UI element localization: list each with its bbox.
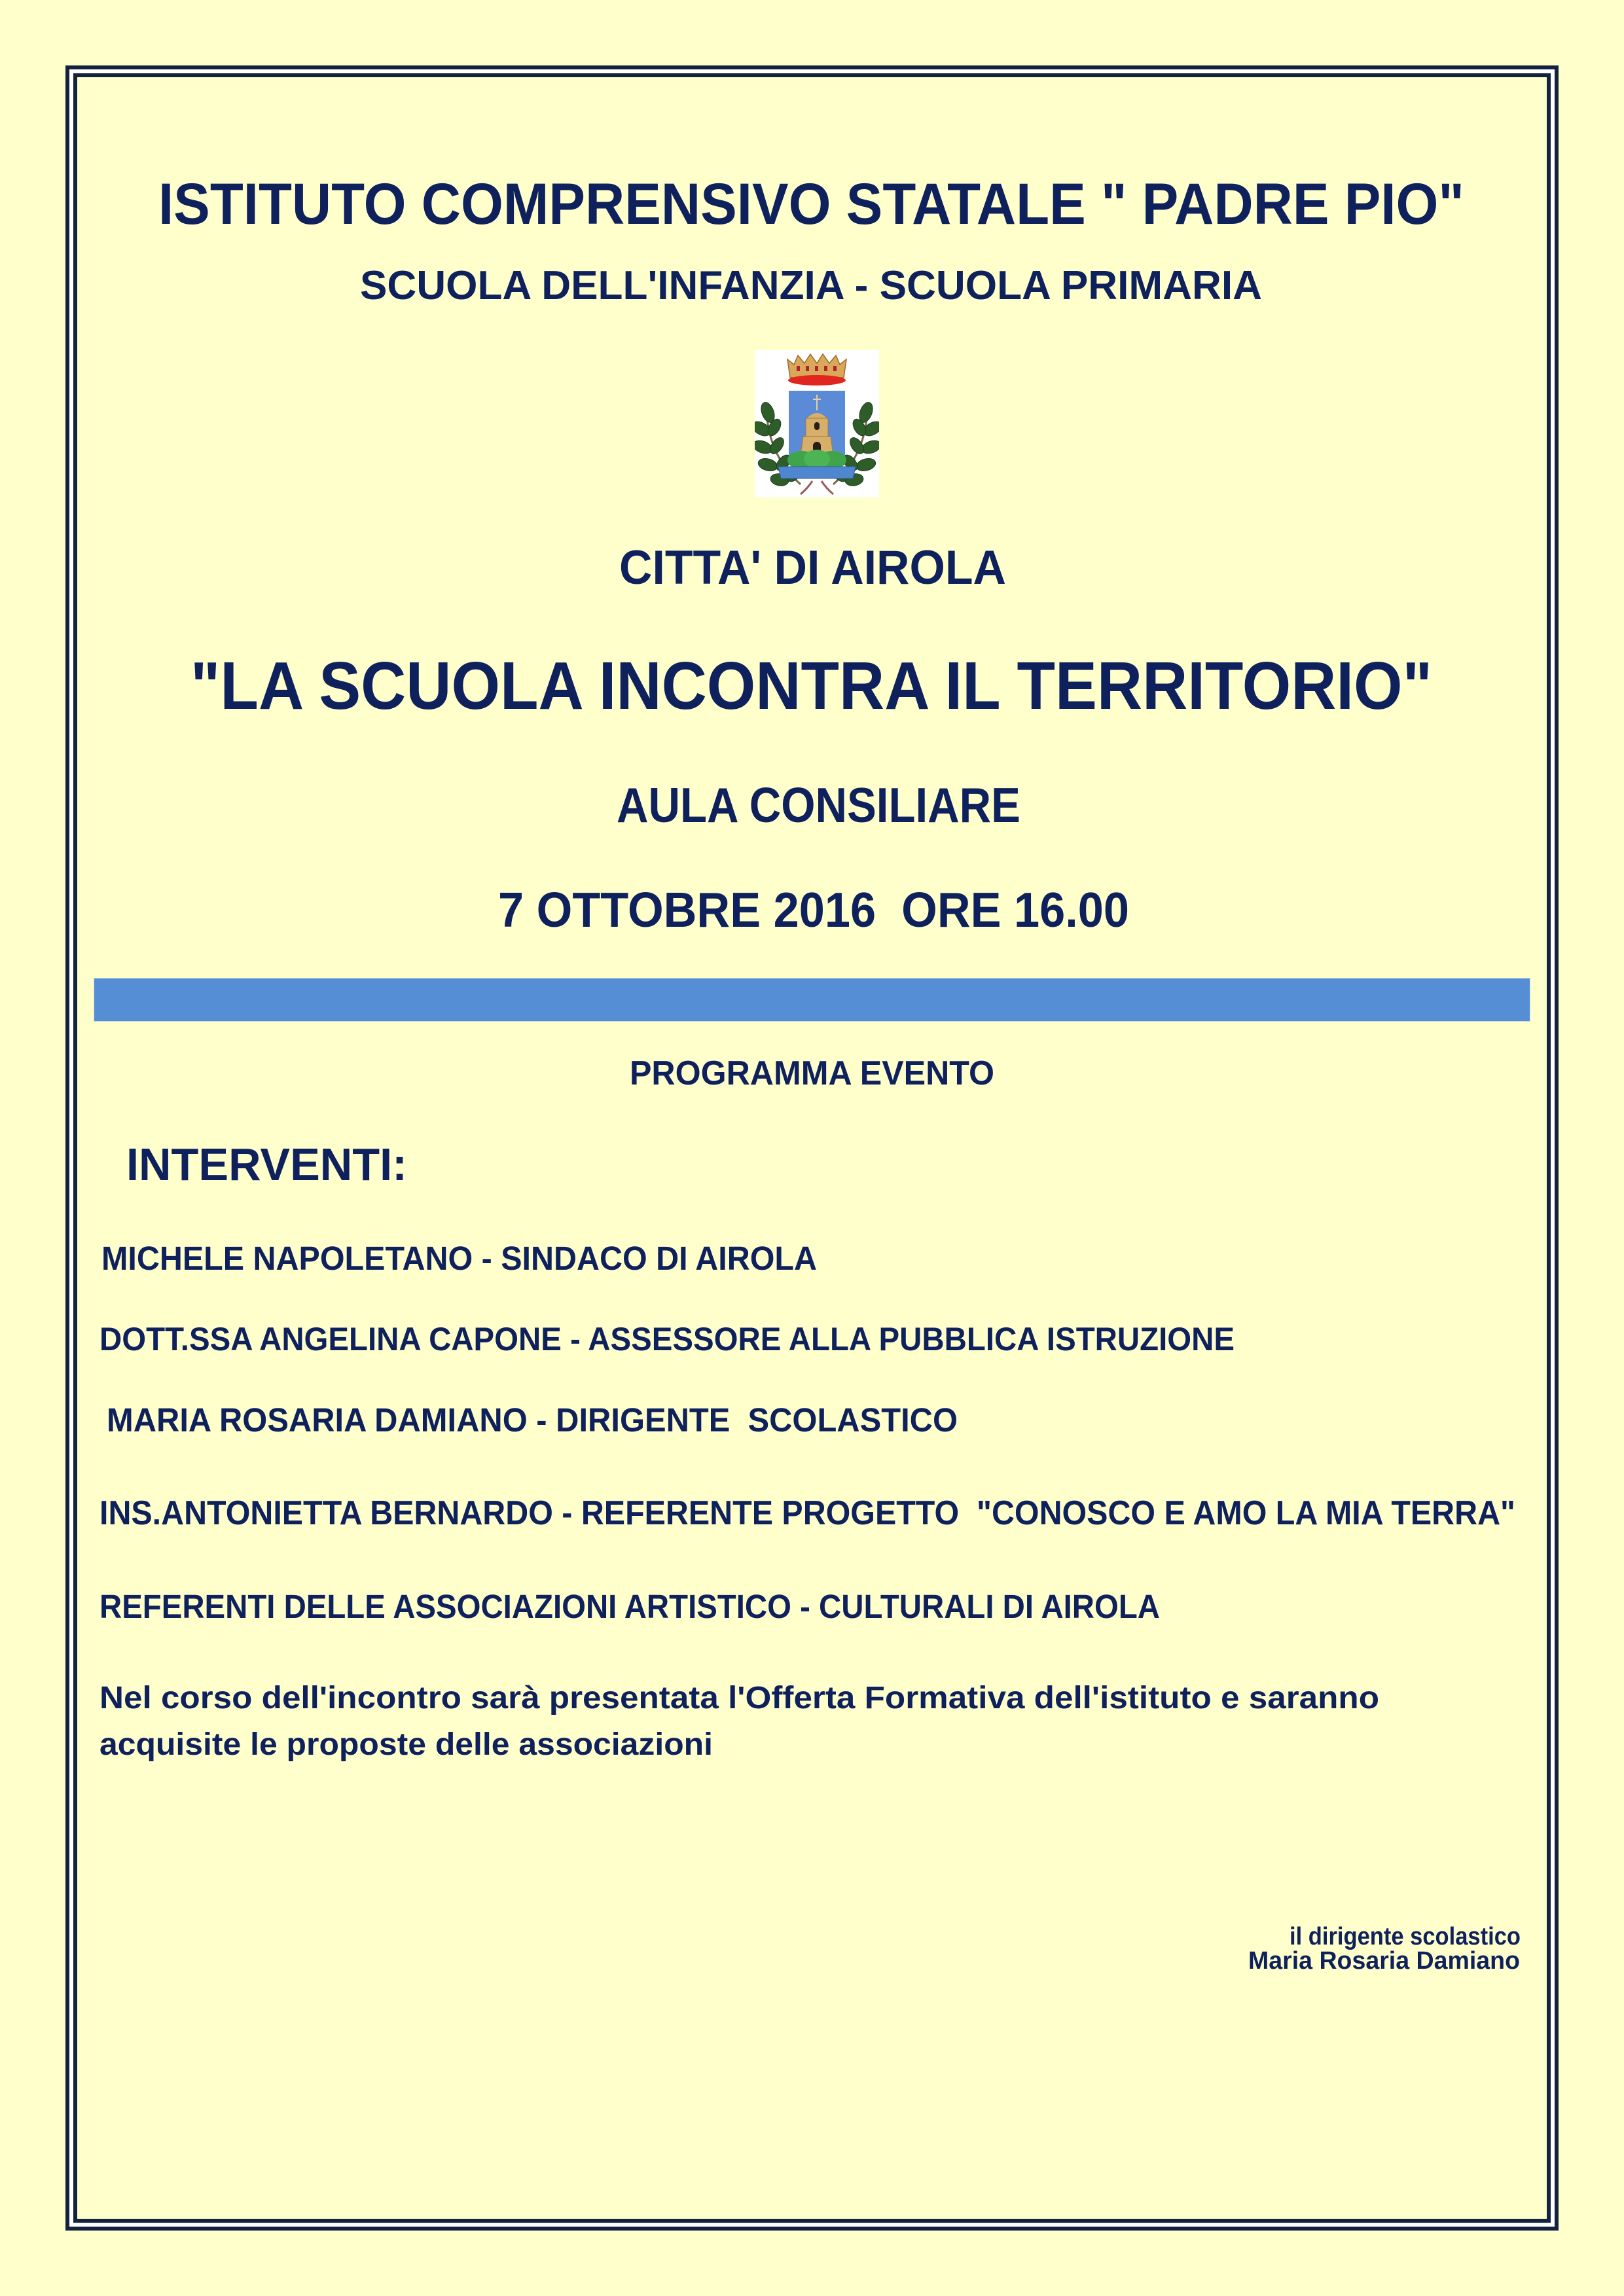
institute-title: ISTITUTO COMPRENSIVO STATALE " PADRE PIO": [158, 171, 1464, 236]
coat-of-arms-logo: [755, 350, 879, 497]
city-name: CITTA' DI AIROLA: [619, 541, 1006, 594]
speaker-item: MARIA ROSARIA DAMIANO - DIRIGENTE SCOLASTICO: [107, 1401, 958, 1439]
school-levels-subtitle: SCUOLA DELL'INFANZIA - SCUOLA PRIMARIA: [360, 263, 1262, 308]
signature-name: Maria Rosaria Damiano: [1248, 1947, 1520, 1975]
speaker-item: MICHELE NAPOLETANO - SINDACO DI AIROLA: [101, 1240, 817, 1277]
event-title: "LA SCUOLA INCONTRA IL TERRITORIO": [190, 648, 1432, 723]
speaker-item: INS.ANTONIETTA BERNARDO - REFERENTE PROGETTO "CONOSCO E AMO LA MIA TERRA": [99, 1494, 1515, 1532]
speaker-item: REFERENTI DELLE ASSOCIAZIONI ARTISTICO - CULTURALI DI AIROLA: [99, 1588, 1160, 1625]
event-note-line: acquisite le proposte delle associazioni: [99, 1727, 713, 1762]
signature-role: il dirigente scolastico: [1290, 1923, 1521, 1950]
speakers-heading: INTERVENTI:: [126, 1139, 407, 1190]
coat-of-arms-icon: [755, 350, 879, 497]
event-venue: AULA CONSILIARE: [617, 778, 1020, 833]
program-heading: PROGRAMMA EVENTO: [630, 1054, 994, 1092]
event-datetime: 7 OTTOBRE 2016 ORE 16.00: [498, 882, 1129, 937]
event-note-line: Nel corso dell'incontro sarà presentata l'Offerta Formativa dell'istituto e saranno: [99, 1681, 1379, 1715]
divider-bar: [94, 978, 1530, 1021]
speaker-item: DOTT.SSA ANGELINA CAPONE - ASSESSORE ALLA PUBBLICA ISTRUZIONE: [99, 1321, 1235, 1357]
